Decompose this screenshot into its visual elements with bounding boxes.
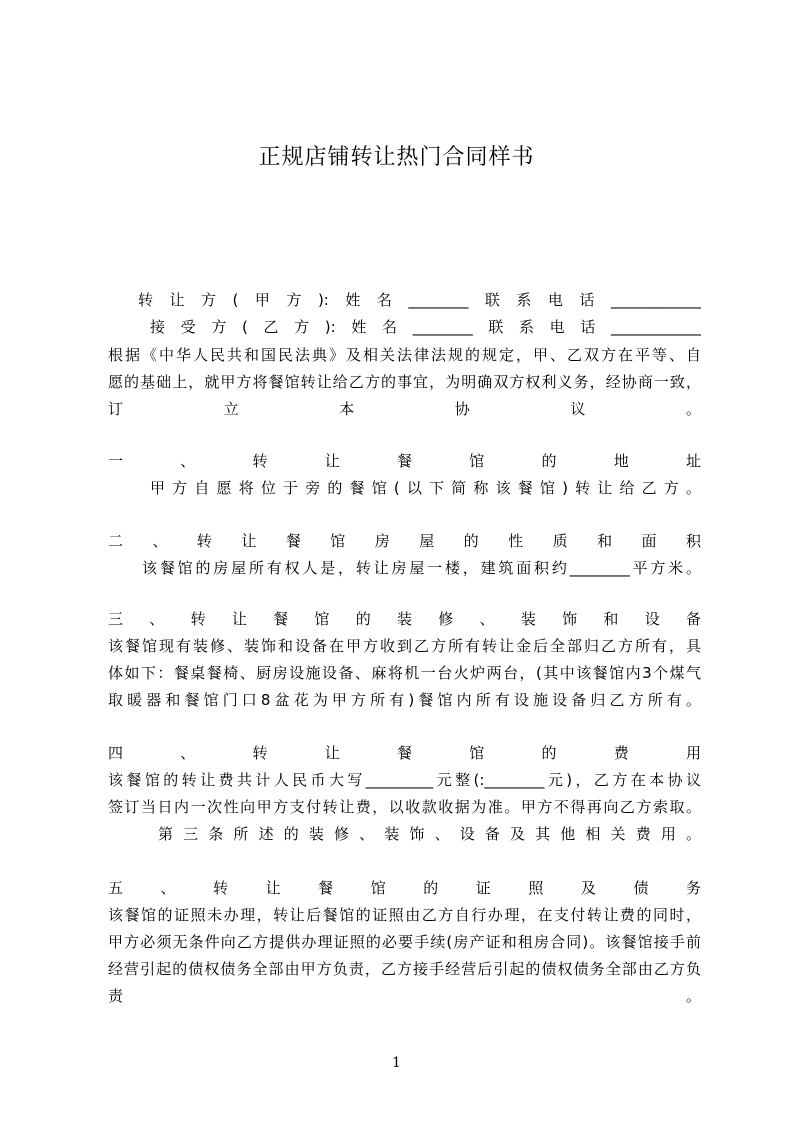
body-line: 体如下：餐桌餐椅、厨房设施设备、麻将机一台火炉两台，(其中该餐馆内3个煤气 — [108, 664, 701, 682]
page-number: 1 — [392, 1055, 401, 1071]
body-line: 该餐馆现有装修、装饰和设备在甲方收到乙方所有转让金后全部归乙方所有，具 — [108, 637, 701, 655]
body-line: 甲方必须无条件向乙方提供办理证照的必要手续(房产证和租房合同)。该餐馆接手前 — [108, 933, 701, 951]
section-heading: 五、转让餐馆的证照及债务 — [108, 879, 701, 897]
body-line: 愿的基础上，就甲方将餐馆转让给乙方的事宜，为明确双方权利义务，经协商一致， — [108, 373, 701, 391]
body-line: 订立本协议。 — [108, 400, 701, 418]
body-line: 甲方自愿将位于旁的餐馆(以下简称该餐馆)转让给乙方。 — [150, 479, 701, 497]
body-line: 该餐馆的房屋所有权人是，转让房屋一楼，建筑面积约________平方米。 — [142, 559, 701, 577]
body-line: 责。 — [108, 987, 701, 1005]
body-line: 根据《中华人民共和国民法典》及相关法律法规的规定，甲、乙双方在平等、自 — [108, 346, 701, 364]
party-b-line: 接受方(乙方):姓名________联系电话____________ — [150, 318, 701, 336]
section-heading: 四、转让餐馆的费用 — [108, 744, 701, 762]
body-line: 第三条所述的装修、装饰、设备及其他相关费用。 — [158, 825, 701, 843]
body-line: 该餐馆的转让费共计人民币大写_________元整(:________元)，乙方在本协议 — [108, 771, 701, 789]
body-line: 该餐馆的证照未办理，转让后餐馆的证照由乙方自行办理，在支付转让费的同时， — [108, 906, 701, 924]
body-line: 取暖器和餐馆门口8盆花为甲方所有)餐馆内所有设施设备归乙方所有。 — [108, 691, 701, 709]
party-a-line: 转让方(甲方):姓名________联系电话____________ — [138, 291, 701, 309]
body-line: 经营引起的债权债务全部由甲方负责，乙方接手经营后引起的债权债务全部由乙方负 — [108, 960, 701, 978]
section-heading: 三、转让餐馆的装修、装饰和设备 — [108, 610, 701, 628]
section-heading: 一、转让餐馆的地址 — [108, 452, 701, 470]
section-heading: 二、转让餐馆房屋的性质和面积 — [108, 532, 701, 550]
body-line: 签订当日内一次性向甲方支付转让费，以收款收据为准。甲方不得再向乙方索取。 — [108, 798, 701, 816]
document-title: 正规店铺转让热门合同样书 — [258, 145, 535, 170]
